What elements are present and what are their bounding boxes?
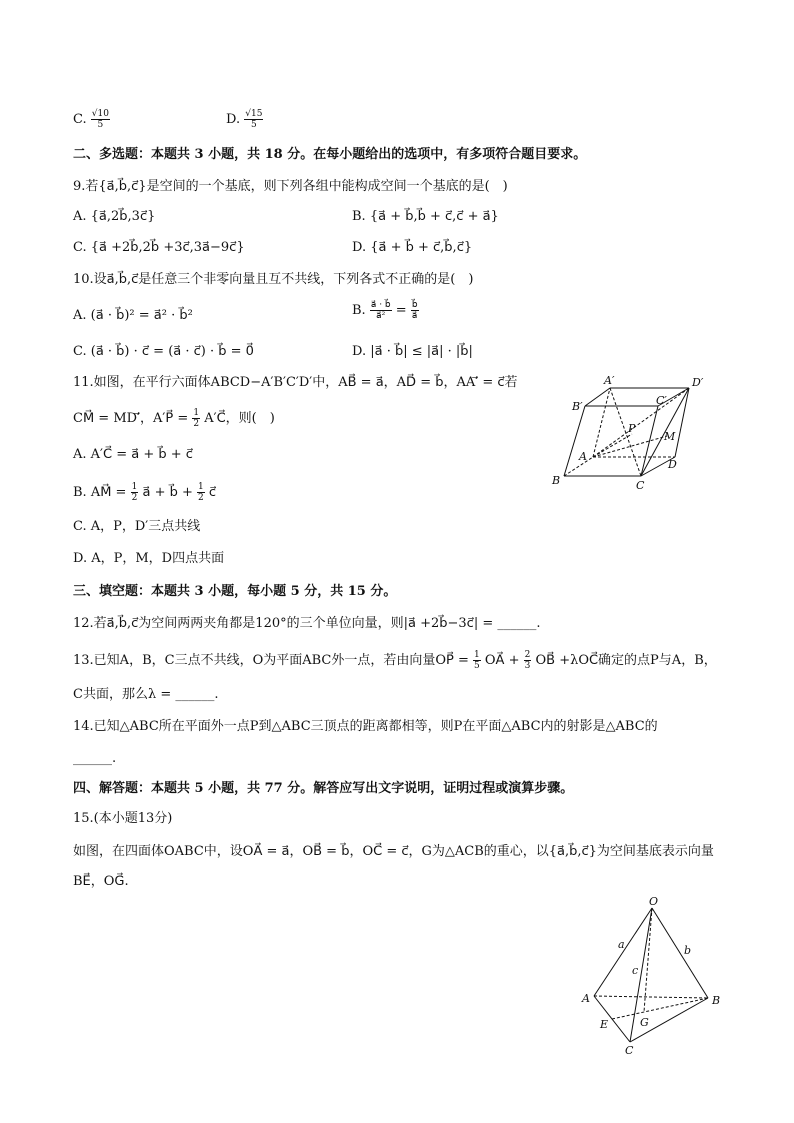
label-a-vec: a — [618, 938, 625, 951]
label-a1: A′ — [604, 374, 615, 387]
label-b: B — [712, 994, 721, 1007]
q11-option-c: C. A，P，D′三点共线 — [73, 519, 201, 534]
edge-ab — [594, 996, 708, 998]
q10-b-right-fraction: $\frac{b⃗}{a⃗}$ — [411, 300, 418, 321]
q11-option-b: B. AM⃗ = $\frac{1}{2}$ a⃗ + b⃗ + $\frac{1}{2}$ c⃗ — [73, 482, 217, 503]
q8-option-d: D. $\frac{√15}{5}$ — [226, 109, 263, 130]
section-2-heading: 二、多选题：本题共 3 小题，共 18 分。在每小题给出的选项中，有多项符合题目要求。 — [73, 147, 587, 162]
edge-oa — [594, 908, 652, 996]
q14-line2: ______. — [73, 751, 117, 766]
q13-line1: 13.已知A，B，C三点不共线，O为平面ABC外一点，若由向量OP⃗ = $\frac{1}{5}$ OA⃗ + $\frac{2}{3}$ OB⃗ +λOC⃗确定的点P与A，B， — [73, 650, 717, 671]
q9-stem: 9.若{a⃗,b⃗,c⃗}是空间的一个基底，则下列各组中能构成空间一个基底的是( ) — [73, 179, 508, 194]
q9-option-d: D. {a⃗ + b⃗ + c⃗,b⃗,c⃗} — [352, 240, 473, 255]
parallelepiped-figure — [548, 372, 718, 502]
label-d: D — [668, 458, 677, 471]
q12-stem: 12.若a⃗,b⃗,c⃗为空间两两夹角都是120°的三个单位向量，则|a⃗ +2b⃗−3c⃗| = ______. — [73, 616, 541, 631]
q10-option-c: C. (a⃗ · b⃗) · c⃗ = (a⃗ · c⃗) · b⃗ = 0⃗ — [73, 344, 254, 359]
label-p: P — [628, 422, 636, 435]
label-e: E — [600, 1018, 609, 1031]
label-b: B — [552, 474, 561, 487]
q11-b-fraction-1: $\frac{1}{2}$ — [131, 482, 138, 503]
label-c: C — [625, 1044, 634, 1054]
section-4-heading: 四、解答题：本题共 5 小题，共 77 分。解答应写出文字说明，证明过程或演算步骤。 — [73, 781, 574, 796]
q10-option-a: A. (a⃗ · b⃗)² = a⃗² · b⃗² — [73, 308, 193, 323]
label-b1: B′ — [572, 400, 583, 413]
label-c-vec: c — [632, 964, 639, 977]
label-c1: C′ — [656, 394, 667, 407]
q9-option-c: C. {a⃗ +2b⃗,2b⃗ +3c⃗,3a⃗−9c⃗} — [73, 240, 245, 255]
label-o: O — [649, 895, 659, 908]
q10-option-b: B. $\frac{a⃗ \cdot b⃗}{\text{a⃗²}}$ = $\frac{b⃗}{a⃗}$ — [352, 300, 418, 321]
q15-line2: BE⃗，OG⃗. — [73, 874, 129, 889]
q10-option-d: D. |a⃗ · b⃗| ≤ |a⃗| · |b⃗| — [352, 344, 473, 359]
edge-cc1 — [641, 406, 658, 476]
q15-heading: 15.(本小题13分) — [73, 811, 173, 826]
segment-a1c — [610, 388, 641, 476]
label-b-vec: b — [684, 944, 692, 957]
section-3-heading: 三、填空题：本题共 3 小题，每小题 5 分，共 15 分。 — [73, 584, 397, 599]
label-g: G — [640, 1016, 649, 1029]
q15-line1: 如图，在四面体OABC中，设OA⃗ = a⃗，OB⃗ = b⃗，OC⃗ = c⃗，G为△ACB的重心，以{a⃗,b⃗,c⃗}为空间基底表示向量 — [73, 844, 714, 859]
q13-fraction-2: $\frac{2}{3}$ — [524, 650, 531, 671]
segment-be — [612, 998, 708, 1019]
q9-option-b: B. {a⃗ + b⃗,b⃗ + c⃗,c⃗ + a⃗} — [352, 209, 499, 224]
q10-b-left-fraction: $\frac{a⃗ \cdot b⃗}{\text{a⃗²}}$ — [370, 300, 391, 321]
q8-option-c: C. $\frac{√10}{5}$ — [73, 109, 109, 130]
segment-am — [593, 436, 667, 457]
q11-option-a: A. A′C⃗ = a⃗ + b⃗ + c⃗ — [73, 447, 193, 462]
q8-option-c-fraction: $\frac{√10}{5}$ — [91, 109, 109, 130]
q9-option-a: A. {a⃗,2b⃗,3c⃗} — [73, 209, 156, 224]
q11-stem-line1: 11.如图，在平行六面体ABCD−A′B′C′D′中，AB⃗ = a⃗，AD⃗ = b⃗，AA′⃗ = c⃗若 — [73, 375, 518, 390]
edge-dd1 — [675, 388, 689, 457]
q11-stem-fraction: $\frac{1}{2}$ — [193, 408, 200, 429]
q13-fraction-1: $\frac{1}{5}$ — [474, 650, 480, 671]
edge-bb1 — [564, 406, 585, 476]
label-a: A — [579, 450, 587, 463]
segment-ap — [593, 434, 632, 457]
label-d1: D′ — [692, 376, 704, 389]
q8-option-d-fraction: $\frac{√15}{5}$ — [245, 109, 263, 130]
q11-b-fraction-2: $\frac{1}{2}$ — [198, 482, 204, 503]
q10-stem: 10.设a⃗,b⃗,c⃗是任意三个非零向量且互不共线，下列各式不正确的是( ) — [73, 272, 474, 287]
label-a: A — [582, 992, 590, 1005]
q14-line1: 14.已知△ABC所在平面外一点P到△ABC三顶点的距离都相等，则P在平面△ABC内的射影是△ABC的 — [73, 719, 658, 734]
label-m: M — [664, 430, 676, 443]
q11-option-d: D. A，P，M，D四点共面 — [73, 551, 225, 566]
tetrahedron-figure — [578, 894, 728, 1054]
q13-line2: C共面，那么λ = ______. — [73, 687, 219, 702]
label-c: C — [636, 479, 645, 492]
q11-stem-line2: CM⃗ = MD′⃗，A′P⃗ = $\frac{1}{2}$ A′C⃗，则( ) — [73, 408, 275, 429]
edge-ob — [652, 908, 708, 998]
